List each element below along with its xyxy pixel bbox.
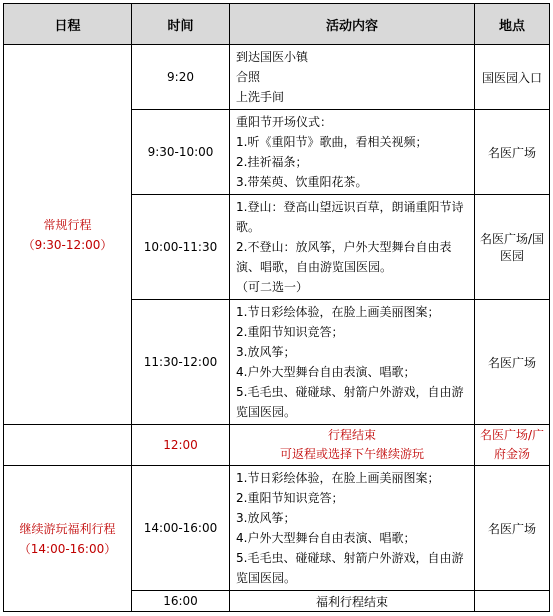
row-activity xyxy=(230,110,475,195)
noon-empty-cell xyxy=(4,425,132,466)
row-time: 11:30-12:00 xyxy=(132,300,230,425)
activity-line: （可二选一） xyxy=(236,280,309,294)
activity-line: 2.重阳节知识竞答； xyxy=(236,491,344,505)
activity-line: 到达国医小镇 xyxy=(236,50,309,64)
activity-line: 5.毛毛虫、碰碰球、射箭户外游戏，自由游览国医园。 xyxy=(236,385,464,419)
row-time: 14:00-16:00 xyxy=(132,466,230,591)
row-time: 10:00-11:30 xyxy=(132,195,230,300)
header-activity: 活动内容 xyxy=(230,4,475,45)
table-row xyxy=(4,466,550,591)
row-activity xyxy=(230,45,475,110)
activity-line: 上洗手间 xyxy=(236,90,285,104)
noon-time: 12:00 xyxy=(132,425,230,466)
row-activity xyxy=(230,466,475,591)
regular-time-range: （9:30-12:00） xyxy=(22,237,113,252)
activity-line: 2.重阳节知识竞答； xyxy=(236,325,344,339)
row-time: 9:30-10:00 xyxy=(132,110,230,195)
activity-line: 3.放风筝； xyxy=(236,345,296,359)
activity-line: 1.登山：登高山望远识百草，朗诵重阳节诗歌。 xyxy=(236,200,464,234)
activity-line: 1.节日彩绘体验，在脸上画美丽图案； xyxy=(236,305,440,319)
activity-line: 重阳节开场仪式： xyxy=(236,115,333,129)
row-activity xyxy=(230,195,475,300)
row-location: 名医广场 xyxy=(475,110,550,195)
activity-line: 4.户外大型舞台自由表演、唱歌； xyxy=(236,531,416,545)
activity-line: 5.毛毛虫、碰碰球、射箭户外游戏，自由游览国医园。 xyxy=(236,551,464,585)
activity-line: 1.节日彩绘体验，在脸上画美丽图案； xyxy=(236,471,440,485)
row-activity xyxy=(230,300,475,425)
row-location: 名医广场 xyxy=(475,300,550,425)
row-time: 9:20 xyxy=(132,45,230,110)
row-location xyxy=(475,591,550,612)
activity-line: 2.挂祈福条； xyxy=(236,155,308,169)
table-row xyxy=(4,45,550,110)
header-time: 时间 xyxy=(132,4,230,45)
activity-line: 4.户外大型舞台自由表演、唱歌； xyxy=(236,365,416,379)
activity-line: 1.听《重阳节》歌曲，看相关视频； xyxy=(236,135,428,149)
row-activity: 福利行程结束 xyxy=(230,591,475,612)
noon-line-1: 行程结束 xyxy=(327,428,376,442)
noon-row xyxy=(4,425,550,466)
header-row xyxy=(4,4,550,45)
activity-line: 2.不登山：放风筝，户外大型舞台自由表演、唱歌，自由游览国医园。 xyxy=(236,240,452,274)
activity-line: 3.放风筝； xyxy=(236,511,296,525)
regular-title: 常规行程 xyxy=(43,217,92,232)
activity-line: 合照 xyxy=(236,70,261,84)
noon-line-2: 可返程或选择下午继续游玩 xyxy=(279,447,424,461)
header-location: 地点 xyxy=(475,4,550,45)
extended-time-range: （14:00-16:00） xyxy=(18,541,117,556)
header-schedule: 日程 xyxy=(4,4,132,45)
extended-category-cell xyxy=(4,466,132,612)
row-location: 名医广场 xyxy=(475,466,550,591)
row-location: 名医广场/国医园 xyxy=(475,195,550,300)
row-location: 国医园入口 xyxy=(475,45,550,110)
noon-location: 名医广场/广府金汤 xyxy=(475,425,550,466)
regular-category-cell xyxy=(4,45,132,425)
extended-title: 继续游玩福利行程 xyxy=(19,521,116,536)
schedule-table xyxy=(3,3,550,612)
row-time: 16:00 xyxy=(132,591,230,612)
noon-activity xyxy=(230,425,475,466)
activity-line: 3.带茱萸、饮重阳花茶。 xyxy=(236,175,368,189)
